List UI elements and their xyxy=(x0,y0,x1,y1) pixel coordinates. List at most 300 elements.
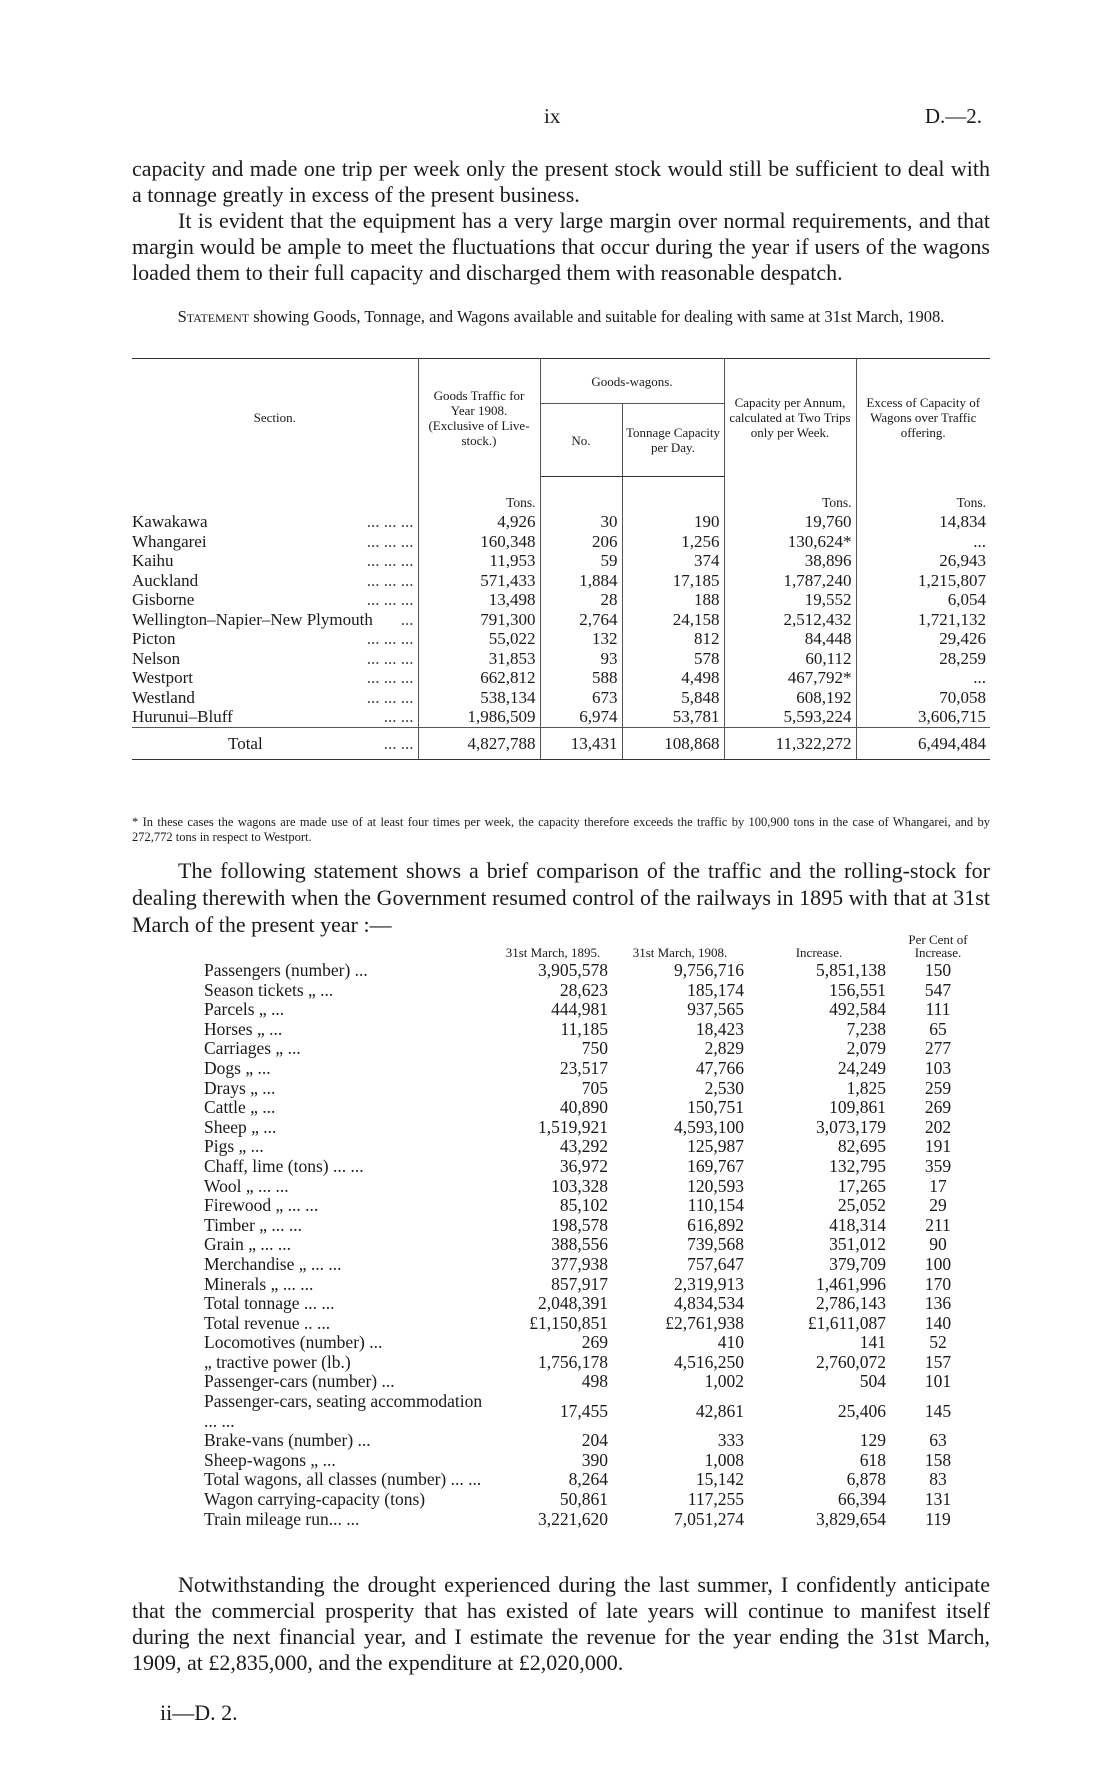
header-goods-wagons: Goods-wagons. xyxy=(540,359,724,404)
table-row xyxy=(132,629,990,649)
comparison-row xyxy=(204,1294,986,1314)
cell-v1908: 2,530 xyxy=(704,1077,744,1098)
cell-v1908: 120,593 xyxy=(687,1175,744,1196)
cell-item: Wagon carrying-capacity (tons) xyxy=(204,1489,426,1510)
cell-pct: 150 xyxy=(924,960,952,980)
cell-v1895: 204 xyxy=(581,1430,608,1451)
cell-excess: 28,259 xyxy=(939,648,986,668)
cell-v1908: 1,008 xyxy=(704,1449,744,1470)
table-row xyxy=(132,610,990,630)
cell-excess: 70,058 xyxy=(939,687,986,707)
section-label: Nelson xyxy=(132,648,181,668)
cell-pct: 103 xyxy=(924,1057,952,1078)
cell-pct: 52 xyxy=(929,1332,947,1353)
section-name xyxy=(132,571,418,591)
cell-increase: 141 xyxy=(859,1332,886,1353)
total-label-cell xyxy=(132,727,418,760)
cell-v1895: 103,328 xyxy=(551,1175,608,1196)
header-increase: Increase. xyxy=(795,945,843,960)
cell-tonnage: 4,498 xyxy=(622,668,724,688)
cell-increase: 82,695 xyxy=(837,1136,886,1157)
header-excess: Excess of Capacity of Wagons over Traffic offering. xyxy=(856,359,990,477)
cell-capacity: 84,448 xyxy=(724,629,856,649)
cell-increase: 156,551 xyxy=(829,979,886,1000)
cell-increase: 2,079 xyxy=(846,1038,886,1059)
cell-v1908: 616,892 xyxy=(687,1214,744,1235)
cell-increase: 3,073,179 xyxy=(816,1116,886,1137)
section-label: Hurunui–Bluff xyxy=(132,707,233,726)
cell-tonnage: 188 xyxy=(622,590,724,610)
cell-no: 59 xyxy=(540,551,622,571)
cell-pct: 119 xyxy=(925,1508,951,1529)
statement-title xyxy=(132,307,990,327)
cell-increase: 17,265 xyxy=(837,1175,886,1196)
cell-v1908: 9,756,716 xyxy=(674,960,744,980)
cell-v1895: 498 xyxy=(581,1371,608,1392)
cell-v1895: 3,221,620 xyxy=(538,1508,608,1529)
section-label: Gisborne xyxy=(132,590,195,609)
cell-item: Timber „ ... ... xyxy=(204,1214,303,1235)
cell-pct: 277 xyxy=(924,1038,952,1059)
section-label: Auckland xyxy=(132,570,199,590)
leader-dots: ... ... ... xyxy=(366,648,414,668)
cell-capacity: 467,792* xyxy=(724,668,856,688)
cell-pct: 202 xyxy=(924,1116,952,1137)
cell-item: Passenger-cars, seating accommodation ... ... xyxy=(204,1391,483,1431)
comparison-row xyxy=(204,961,986,981)
document-reference: D.—2. xyxy=(924,104,982,128)
cell-increase: 492,584 xyxy=(829,999,886,1020)
cell-capacity: 1,787,240 xyxy=(724,571,856,591)
cell-pct: 145 xyxy=(924,1400,952,1421)
cell-item: Passenger-cars (number) ... xyxy=(204,1371,395,1392)
header-no: No. xyxy=(540,404,622,477)
cell-v1908: 15,142 xyxy=(695,1469,744,1490)
cell-goods: 538,134 xyxy=(418,688,540,708)
leader-dots: ... ... ... xyxy=(366,668,414,687)
cell-v1895: 198,578 xyxy=(551,1214,608,1235)
cell-capacity: 38,896 xyxy=(724,551,856,571)
section-name xyxy=(132,590,418,610)
total-capacity: 11,322,272 xyxy=(724,727,856,760)
cell-no: 588 xyxy=(540,668,622,688)
table-row xyxy=(132,590,990,610)
header-capacity-per-annum: Capacity per Annum, calculated at Two Trips only per Week. xyxy=(724,359,856,477)
cell-pct: 211 xyxy=(925,1214,951,1235)
leader-dots: ... ... ... xyxy=(366,629,414,648)
comparison-row xyxy=(204,1235,986,1255)
cell-pct: 101 xyxy=(924,1371,952,1392)
cell-v1908: 7,051,274 xyxy=(674,1508,744,1529)
cell-item: Brake-vans (number) ... xyxy=(204,1430,371,1451)
comparison-table xyxy=(204,933,986,1529)
header-goods-traffic: Goods Traffic for Year 1908. (Exclusive of Live-stock.) xyxy=(418,359,540,477)
cell-item: Season tickets „ ... xyxy=(204,979,334,1000)
cell-pct: 65 xyxy=(929,1018,947,1039)
cell-pct: 111 xyxy=(925,999,951,1020)
cell-v1908: 110,154 xyxy=(687,1195,744,1216)
cell-increase: 24,249 xyxy=(837,1057,886,1078)
cell-pct: 90 xyxy=(929,1234,947,1255)
cell-item: Train mileage run... ... xyxy=(204,1508,360,1529)
cell-v1908: 125,987 xyxy=(687,1136,744,1157)
cell-increase: 6,878 xyxy=(846,1469,886,1490)
cell-v1895: 390 xyxy=(581,1449,608,1470)
cell-no: 30 xyxy=(540,512,622,532)
comparison-row xyxy=(204,1059,986,1079)
cell-tonnage: 53,781 xyxy=(622,707,724,727)
cell-goods: 571,433 xyxy=(418,571,540,591)
cell-excess: 29,426 xyxy=(939,629,986,648)
cell-tonnage: 24,158 xyxy=(622,610,724,630)
cell-pct: 170 xyxy=(924,1273,952,1294)
cell-excess: 6,054 xyxy=(947,590,986,609)
cell-v1908: 739,568 xyxy=(687,1234,744,1255)
cell-no: 673 xyxy=(540,688,622,708)
cell-v1908: 937,565 xyxy=(687,999,744,1020)
section-name xyxy=(132,649,418,669)
cell-item: Total wagons, all classes (number) ... ... xyxy=(204,1469,482,1490)
leader-dots: ... ... xyxy=(383,707,414,726)
total-excess: 6,494,484 xyxy=(856,727,990,760)
comparison-row xyxy=(204,1353,986,1373)
table-row xyxy=(132,707,990,727)
cell-no: 206 xyxy=(540,532,622,552)
leader-dots: ... ... ... xyxy=(366,512,414,531)
comparison-row xyxy=(204,1079,986,1099)
cell-increase: 109,861 xyxy=(829,1097,886,1118)
header-1908: 31st March, 1908. xyxy=(632,945,728,960)
cell-pct: 17 xyxy=(929,1175,947,1196)
cell-v1908: 185,174 xyxy=(687,979,744,1000)
comparison-row xyxy=(204,1510,986,1530)
cell-item: Locomotives (number) ... xyxy=(204,1332,383,1353)
section-name xyxy=(132,688,418,708)
comparison-row xyxy=(204,1098,986,1118)
cell-excess: 1,215,807 xyxy=(918,570,986,590)
cell-increase: 418,314 xyxy=(829,1214,886,1235)
comparison-row xyxy=(204,1372,986,1392)
cell-increase: 2,786,143 xyxy=(816,1293,886,1314)
comparison-row xyxy=(204,1020,986,1040)
cell-v1908: 4,593,100 xyxy=(674,1116,744,1137)
total-row xyxy=(132,727,990,760)
cell-capacity: 608,192 xyxy=(724,688,856,708)
cell-no: 28 xyxy=(540,590,622,610)
cell-no: 93 xyxy=(540,649,622,669)
leader-dots: ... ... xyxy=(383,733,414,753)
cell-item: Sheep-wagons „ ... xyxy=(204,1449,336,1470)
cell-v1908: £2,761,938 xyxy=(665,1312,744,1333)
cell-increase: 25,406 xyxy=(837,1400,886,1421)
cell-capacity: 60,112 xyxy=(724,649,856,669)
table-row xyxy=(132,688,990,708)
cell-goods: 662,812 xyxy=(418,668,540,688)
comparison-row xyxy=(204,1157,986,1177)
cell-v1895: 11,185 xyxy=(560,1018,608,1039)
comparison-row xyxy=(204,1392,986,1431)
total-goods: 4,827,788 xyxy=(418,727,540,760)
cell-pct: 259 xyxy=(924,1077,952,1098)
header-tonnage-capacity: Tonnage Capacity per Day. xyxy=(622,404,724,477)
unit-capacity: Tons. xyxy=(724,477,856,513)
cell-pct: 63 xyxy=(929,1430,947,1451)
cell-increase: 129 xyxy=(859,1430,886,1451)
cell-goods: 31,853 xyxy=(418,649,540,669)
cell-v1908: 42,861 xyxy=(695,1400,744,1421)
section-name xyxy=(132,707,418,727)
unit-excess: Tons. xyxy=(956,494,986,510)
section-label: Kaihu xyxy=(132,551,174,570)
cell-v1908: 333 xyxy=(717,1430,744,1451)
cell-v1908: 117,255 xyxy=(687,1489,744,1510)
cell-increase: 5,851,138 xyxy=(816,960,886,980)
cell-v1895: 750 xyxy=(581,1038,608,1059)
paragraph-equipment-margin: It is evident that the equipment has a very large margin over normal requirements, and that margin would be ample to meet the fluctuations that occur during the year if users of the wagons loaded them to their full capacity and discharged them with reasonable despatch. xyxy=(132,208,990,285)
cell-capacity: 2,512,432 xyxy=(724,610,856,630)
comparison-row xyxy=(204,1216,986,1236)
cell-v1908: 150,751 xyxy=(687,1097,744,1118)
section-name xyxy=(132,551,418,571)
cell-item: Firewood „ ... ... xyxy=(204,1195,319,1216)
cell-increase: £1,611,087 xyxy=(807,1312,886,1333)
cell-increase: 66,394 xyxy=(837,1489,886,1510)
cell-v1895: 444,981 xyxy=(551,999,608,1020)
section-label: Westport xyxy=(132,668,193,687)
units-row xyxy=(132,477,990,513)
cell-tonnage: 812 xyxy=(622,629,724,649)
cell-tonnage: 578 xyxy=(622,649,724,669)
cell-v1895: 23,517 xyxy=(559,1057,608,1078)
header-1895: 31st March, 1895. xyxy=(505,945,601,960)
cell-excess: 3,606,715 xyxy=(918,707,986,726)
cell-v1895: 857,917 xyxy=(551,1273,608,1294)
cell-increase: 2,760,072 xyxy=(816,1351,886,1372)
cell-pct: 191 xyxy=(924,1136,952,1157)
cell-increase: 1,825 xyxy=(846,1077,886,1098)
cell-pct: 131 xyxy=(924,1489,952,1510)
cell-v1908: 2,319,913 xyxy=(674,1273,744,1294)
cell-excess: 1,721,132 xyxy=(918,609,986,629)
paragraph-revenue-estimate: Notwithstanding the drought experienced during the last summer, I confidently anticipate that the commercial prosperity that has existed of late years will continue to manifest itself during the next financial year, and I estimate the revenue for the year ending the 31st March, 1909, at £2,835,000, and the expenditure at £2,020,000. xyxy=(132,1572,990,1675)
cell-v1908: 410 xyxy=(717,1332,744,1353)
cell-v1895: 269 xyxy=(581,1332,608,1353)
cell-v1908: 757,647 xyxy=(687,1253,744,1274)
section-label: Westland xyxy=(132,687,195,707)
section-label: Whangarei xyxy=(132,531,207,551)
cell-item: Minerals „ ... ... xyxy=(204,1273,314,1294)
cell-v1895: 36,972 xyxy=(559,1155,608,1176)
cell-capacity: 19,552 xyxy=(724,590,856,610)
cell-item: Drays „ ... xyxy=(204,1077,276,1098)
cell-v1895: 40,890 xyxy=(559,1097,608,1118)
cell-no: 132 xyxy=(540,629,622,649)
cell-pct: 158 xyxy=(924,1449,952,1470)
section-label: Picton xyxy=(132,629,176,648)
cell-item: Sheep „ ... xyxy=(204,1116,277,1137)
header-section: Section. xyxy=(132,359,418,477)
cell-capacity: 5,593,224 xyxy=(724,707,856,727)
cell-pct: 136 xyxy=(924,1293,952,1314)
cell-no: 2,764 xyxy=(540,610,622,630)
comparison-row xyxy=(204,1275,986,1295)
cell-item: Grain „ ... ... xyxy=(204,1234,291,1255)
cell-pct: 269 xyxy=(924,1097,952,1118)
comparison-row xyxy=(204,1333,986,1353)
cell-v1895: 705 xyxy=(581,1077,608,1098)
section-label: Wellington–Napier–New Plymouth xyxy=(132,609,373,629)
cell-increase: 3,829,654 xyxy=(816,1508,886,1529)
cell-v1895: 8,264 xyxy=(568,1469,608,1490)
cell-excess: ... xyxy=(973,668,986,687)
comparison-row xyxy=(204,1255,986,1275)
cell-increase: 1,461,996 xyxy=(816,1273,886,1294)
cell-item: Chaff, lime (tons) ... ... xyxy=(204,1155,364,1176)
section-name xyxy=(132,610,418,630)
table-row xyxy=(132,649,990,669)
cell-pct: 359 xyxy=(924,1155,952,1176)
section-name xyxy=(132,512,418,532)
cell-v1895: 2,048,391 xyxy=(538,1293,608,1314)
cell-v1908: 2,829 xyxy=(704,1038,744,1059)
cell-item: Cattle „ ... xyxy=(204,1097,276,1118)
cell-item: Horses „ ... xyxy=(204,1018,283,1039)
cell-v1895: 50,861 xyxy=(559,1489,608,1510)
cell-v1908: 18,423 xyxy=(695,1018,744,1039)
cell-v1908: 1,002 xyxy=(704,1371,744,1392)
cell-pct: 100 xyxy=(924,1253,952,1274)
comparison-row xyxy=(204,1177,986,1197)
cell-item: Total tonnage ... ... xyxy=(204,1293,335,1314)
cell-goods: 160,348 xyxy=(418,532,540,552)
table-row xyxy=(132,668,990,688)
cell-v1895: £1,150,851 xyxy=(529,1312,608,1333)
cell-item: Dogs „ ... xyxy=(204,1057,271,1078)
leader-dots: ... xyxy=(400,609,414,629)
cell-v1895: 377,938 xyxy=(551,1253,608,1274)
statement-rest: showing Goods, Tonnage, and Wagons available and suitable for dealing with same at 31st March, 1908. xyxy=(253,307,945,326)
cell-tonnage: 17,185 xyxy=(622,571,724,591)
total-tonnage: 108,868 xyxy=(622,727,724,760)
leader-dots: ... ... ... xyxy=(366,590,414,609)
header-percent: Per Cent of Increase. xyxy=(908,932,968,960)
total-label: Total xyxy=(228,733,263,753)
page-number: ix xyxy=(544,104,561,128)
cell-no: 6,974 xyxy=(540,707,622,727)
comparison-row xyxy=(204,1039,986,1059)
cell-increase: 132,795 xyxy=(829,1155,886,1176)
comparison-row xyxy=(204,981,986,1001)
cell-goods: 791,300 xyxy=(418,610,540,630)
paragraph-comparison-intro: The following statement shows a brief comparison of the traffic and the rolling-stock for dealing therewith when the Government resumed control of the railways in 1895 with that at 31st March of the present year :— xyxy=(132,858,990,937)
cell-excess: 26,943 xyxy=(939,551,986,570)
table-footnote: * In these cases the wagons are made use of at least four times per week, the capacity therefore exceeds the traffic by 100,900 tons in the case of Whangarei, and by 272,772 tons in respect to Westport. xyxy=(132,815,990,844)
comparison-row xyxy=(204,1490,986,1510)
table-row xyxy=(132,532,990,552)
cell-v1908: 47,766 xyxy=(695,1057,744,1078)
cell-item: Carriages „ ... xyxy=(204,1038,301,1059)
cell-tonnage: 190 xyxy=(622,512,724,532)
cell-increase: 379,709 xyxy=(829,1253,886,1274)
cell-item: Passengers (number) ... xyxy=(204,960,368,980)
comparison-row xyxy=(204,1137,986,1157)
cell-v1895: 17,455 xyxy=(559,1400,608,1421)
statement-lead: Statement xyxy=(177,307,250,326)
cell-v1908: 4,834,534 xyxy=(674,1293,744,1314)
cell-tonnage: 1,256 xyxy=(622,532,724,552)
paragraph-continuation: capacity and made one trip per week only the present stock would still be sufficient to deal with a tonnage greatly in excess of the present business. xyxy=(132,156,990,207)
cell-item: „ tractive power (lb.) xyxy=(204,1351,351,1372)
cell-item: Wool „ ... ... xyxy=(204,1175,289,1196)
comparison-row xyxy=(204,1000,986,1020)
cell-item: Pigs „ ... xyxy=(204,1136,264,1157)
cell-pct: 83 xyxy=(929,1469,947,1490)
leader-dots: ... ... ... xyxy=(366,687,414,707)
table-row xyxy=(132,551,990,571)
cell-v1895: 3,905,578 xyxy=(538,960,608,980)
cell-excess: 14,834 xyxy=(939,512,986,531)
cell-pct: 29 xyxy=(929,1195,947,1216)
cell-v1895: 1,756,178 xyxy=(538,1351,608,1372)
cell-increase: 618 xyxy=(859,1449,886,1470)
cell-v1895: 85,102 xyxy=(559,1195,608,1216)
cell-capacity: 19,760 xyxy=(724,512,856,532)
total-no: 13,431 xyxy=(540,727,622,760)
cell-item: Total revenue .. ... xyxy=(204,1312,331,1333)
table-row xyxy=(132,512,990,532)
comparison-row xyxy=(204,1314,986,1334)
cell-v1908: 169,767 xyxy=(687,1155,744,1176)
comparison-row xyxy=(204,1470,986,1490)
cell-goods: 55,022 xyxy=(418,629,540,649)
cell-v1895: 43,292 xyxy=(559,1136,608,1157)
comparison-row xyxy=(204,1431,986,1451)
leader-dots: ... ... ... xyxy=(366,531,414,551)
cell-pct: 140 xyxy=(924,1312,952,1333)
comparison-row xyxy=(204,1451,986,1471)
section-name xyxy=(132,532,418,552)
cell-item: Parcels „ ... xyxy=(204,999,285,1020)
cell-increase: 351,012 xyxy=(829,1234,886,1255)
cell-pct: 157 xyxy=(924,1351,952,1372)
cell-increase: 7,238 xyxy=(846,1018,886,1039)
cell-excess: ... xyxy=(973,531,986,551)
cell-v1895: 1,519,921 xyxy=(538,1116,608,1137)
comparison-row xyxy=(204,1118,986,1138)
cell-tonnage: 374 xyxy=(622,551,724,571)
cell-goods: 1,986,509 xyxy=(418,707,540,727)
cell-increase: 25,052 xyxy=(837,1195,886,1216)
section-name xyxy=(132,668,418,688)
cell-goods: 11,953 xyxy=(418,551,540,571)
cell-item: Merchandise „ ... ... xyxy=(204,1253,342,1274)
cell-no: 1,884 xyxy=(540,571,622,591)
cell-v1908: 4,516,250 xyxy=(674,1351,744,1372)
unit-goods: Tons. xyxy=(418,477,540,513)
section-label: Kawakawa xyxy=(132,512,208,531)
page-signature: ii—D. 2. xyxy=(160,1700,238,1725)
cell-capacity: 130,624* xyxy=(724,532,856,552)
comparison-row xyxy=(204,1196,986,1216)
table-row xyxy=(132,571,990,591)
leader-dots: ... ... ... xyxy=(366,570,414,590)
cell-increase: 504 xyxy=(859,1371,886,1392)
cell-goods: 13,498 xyxy=(418,590,540,610)
cell-v1895: 28,623 xyxy=(559,979,608,1000)
cell-pct: 547 xyxy=(924,979,952,1000)
section-name xyxy=(132,629,418,649)
leader-dots: ... ... ... xyxy=(366,551,414,570)
